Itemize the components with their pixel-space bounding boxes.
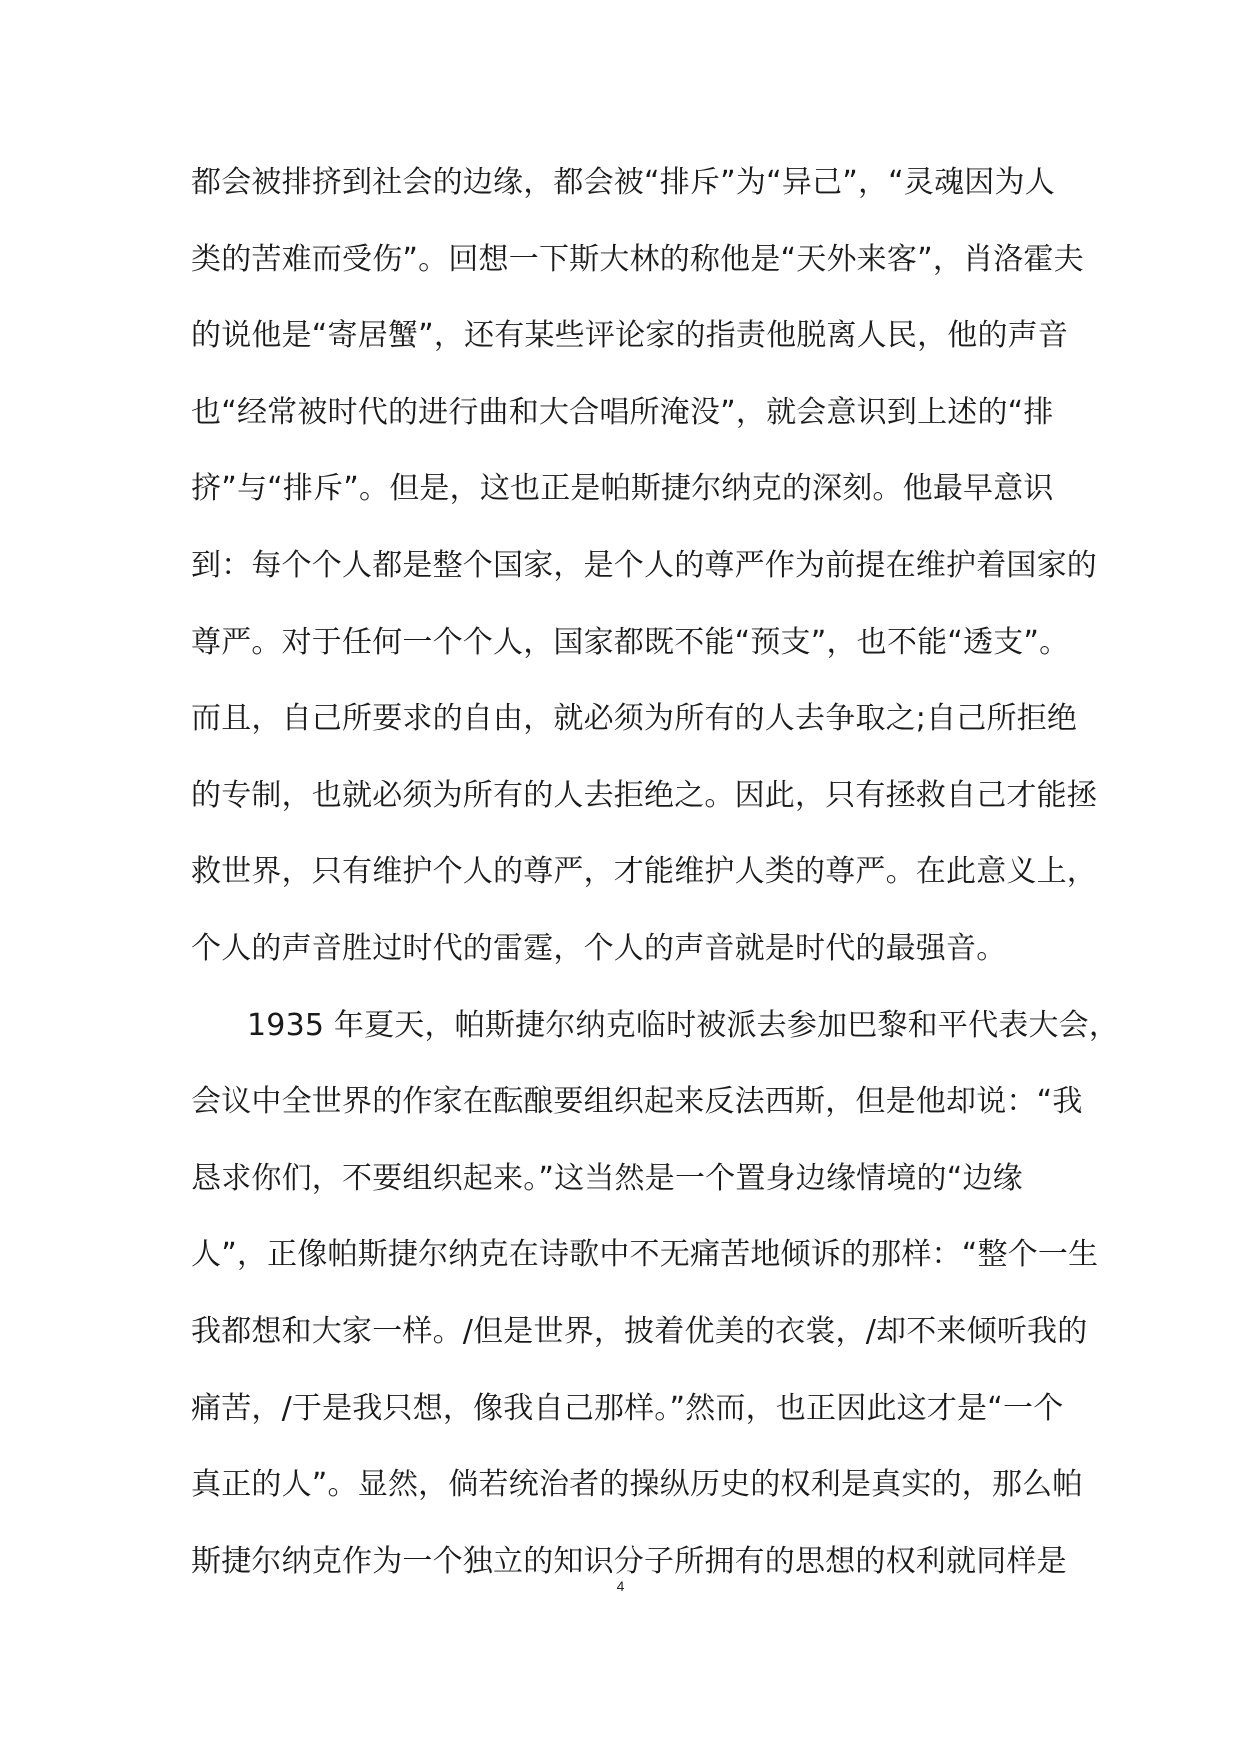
text-line: 的说他是“寄居蟹”，还有某些评论家的指责他脱离人民，他的声音 bbox=[191, 318, 1069, 354]
page-number: 4 bbox=[616, 1578, 625, 1594]
text-line: 都会被排挤到社会的边缘，都会被“排斥”为“异己”，“灵魂因为人 bbox=[191, 165, 1055, 200]
text-line: 救世界，只有维护个人的尊严，才能维护人类的尊严。在此意义上， bbox=[191, 854, 1097, 890]
text-line: 挤”与“排斥”。但是，这也正是帕斯捷尔纳克的深刻。他最早意识 bbox=[191, 471, 1054, 507]
text-line: 恳求你们，不要组织起来。”这当然是一个置身边缘情境的“边缘 bbox=[191, 1160, 1023, 1196]
text-line: 个人的声音胜过时代的雷霆，个人的声音就是时代的最强音。 bbox=[191, 930, 1007, 966]
text-line: 而且，自己所要求的自由，就必须为所有的人去争取之;自己所拒绝 bbox=[191, 701, 1078, 737]
text-line: 会议中全世界的作家在酝酿要组织起来反法西斯，但是他却说：“我 bbox=[191, 1084, 1083, 1120]
text-line: 斯捷尔纳克作为一个独立的知识分子所拥有的思想的权利就同样是 bbox=[191, 1543, 1067, 1579]
text-line: 人”，正像帕斯捷尔纳克在诗歌中不无痛苦地倾诉的那样：“整个一生 bbox=[191, 1237, 1099, 1273]
text-line: 的专制，也就必须为所有的人去拒绝之。因此，只有拯救自己才能拯 bbox=[191, 777, 1097, 813]
paragraph-first-line: 1935 年夏天，帕斯捷尔纳克临时被派去参加巴黎和平代表大会， bbox=[247, 1007, 1120, 1043]
text-line: 真正的人”。显然，倘若统治者的操纵历史的权利是真实的，那么帕 bbox=[191, 1467, 1083, 1503]
text-line: 到：每个个人都是整个国家，是个人的尊严作为前提在维护着国家的 bbox=[191, 547, 1097, 583]
text-line: 尊严。对于任何一个个人，国家都既不能“预支”，也不能“透支”。 bbox=[191, 624, 1070, 660]
text-line: 我都想和大家一样。/但是世界，披着优美的衣裳，/却不来倾听我的 bbox=[191, 1313, 1088, 1349]
body-text bbox=[191, 145, 1120, 1600]
text-line: 类的苦难而受伤”。回想一下斯大林的称他是“天外来客”，肖洛霍夫 bbox=[191, 241, 1084, 277]
text-line: 痛苦，/于是我只想，像我自己那样。”然而，也正因此这才是“一个 bbox=[191, 1390, 1064, 1426]
text-line: 也“经常被时代的进行曲和大合唱所淹没”，就会意识到上述的“排 bbox=[191, 394, 1054, 430]
